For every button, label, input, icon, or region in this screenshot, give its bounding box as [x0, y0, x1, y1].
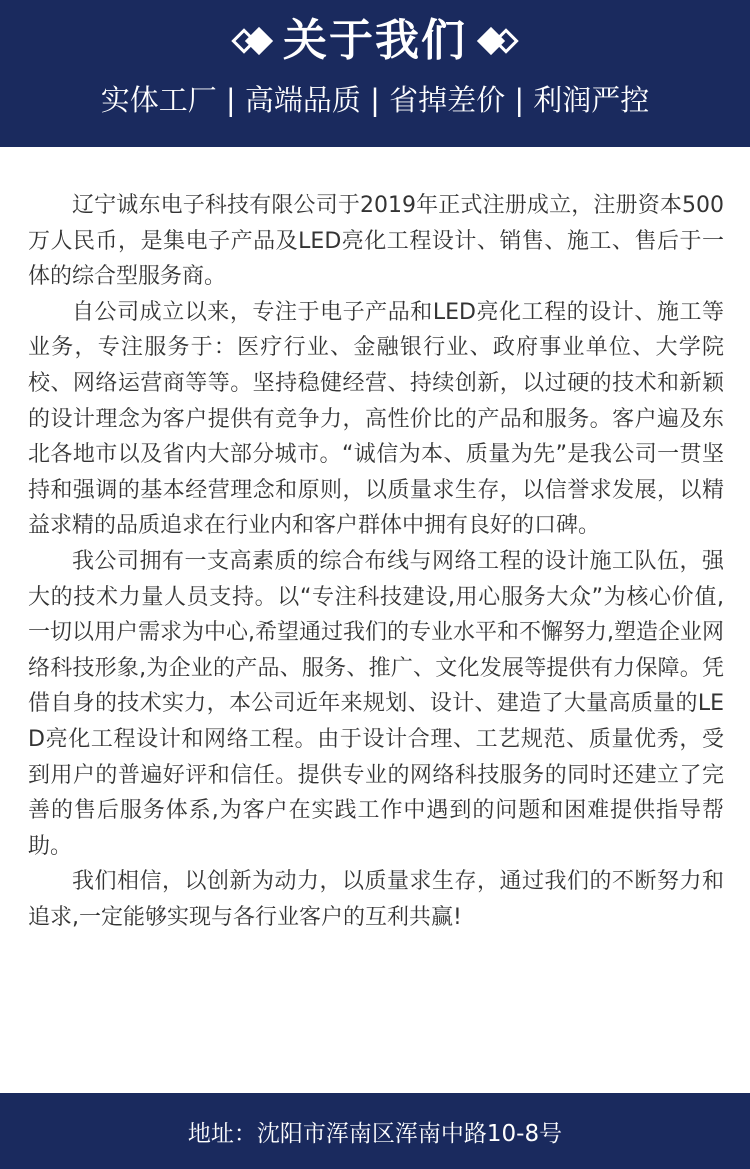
header-banner	[0, 0, 750, 147]
title-row	[0, 12, 750, 70]
paragraph-3: 我公司拥有一支高素质的综合布线与网络工程的设计施工队伍，强大的技术力量人员支持。以“专注科技建设,用心服务大众”为核心价值,一切以用户需求为中心,希望通过我们的专业水平和不懈努力,塑造企业网络科技形象,为企业的产品、服务、推广、文化发展等提供有力保障。凭借自身的技术实力，本公司近年来规划、设计、建造了大量高质量的LED亮化工程设计和网络工程。由于设计合理、工艺规范、质量优秀，受到用户的普遍好评和信任。提供专业的网络科技服务的同时还建立了完善的售后服务体系,为客户在实践工作中遇到的问题和困难提供指导帮助。	[28, 548, 724, 859]
page-subtitle: 实体工厂 | 高端品质 | 省掉差价 | 利润严控	[100, 83, 650, 117]
page-title: 关于我们	[283, 15, 467, 66]
paragraph-2: 自公司成立以来，专注于电子产品和LED亮化工程的设计、施工等业务，专注服务于：医疗行业、金融银行业、政府事业单位、大学院校、网络运营商等等。坚持稳健经营、持续创新，以过硬的技术和新颖的设计理念为客户提供有竞争力，高性价比的产品和服务。客户遍及东北各地市以及省内大部分城市。“诚信为本、质量为先”是我公司一贯坚持和强调的基本经营理念和原则，以质量求生存，以信誉求发展，以精益求精的品质追求在行业内和客户群体中拥有良好的口碑。	[28, 299, 724, 539]
diamond-decoration-right-icon	[481, 31, 515, 51]
paragraph-4: 我们相信，以创新为动力，以质量求生存，通过我们的不断努力和追求,一定能够实现与各行业客户的互利共赢!	[28, 869, 724, 930]
footer-bar	[0, 1093, 750, 1169]
address-text: 地址：沈阳市浑南区浑南中路10-8号	[187, 1120, 563, 1147]
about-content	[28, 188, 724, 935]
diamond-decoration-left-icon	[235, 31, 269, 51]
paragraph-1: 辽宁诚东电子科技有限公司于2019年正式注册成立，注册资本500万人民币，是集电子产品及LED亮化工程设计、销售、施工、售后于一体的综合型服务商。	[28, 193, 724, 290]
